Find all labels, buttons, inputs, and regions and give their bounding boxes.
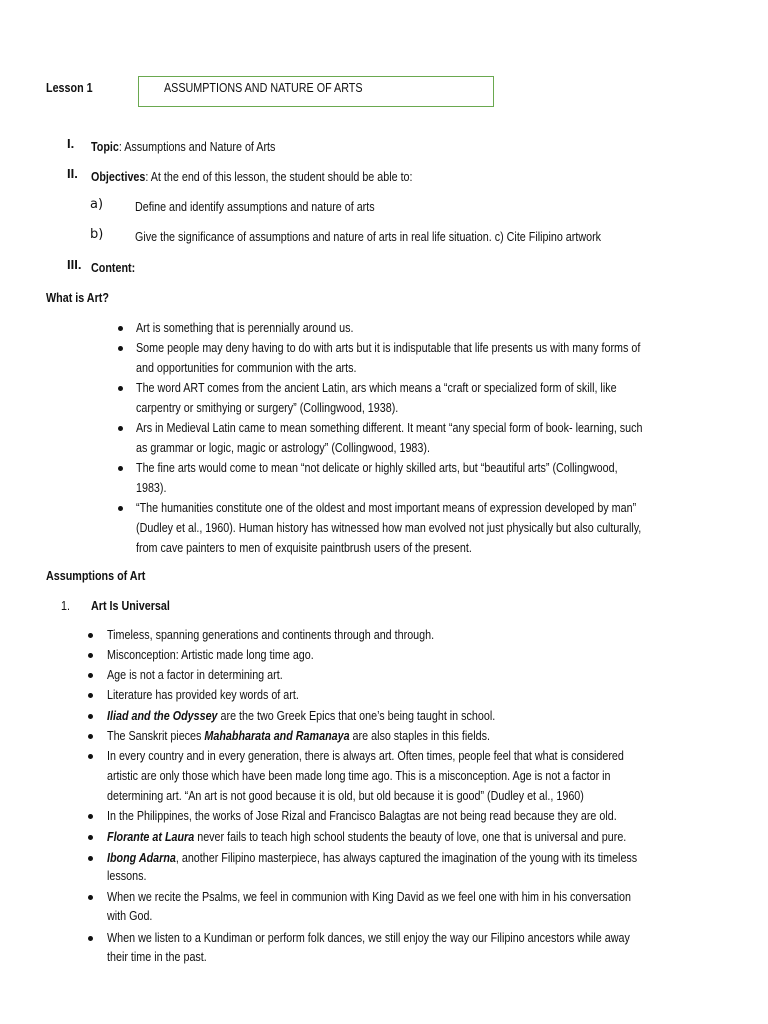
- list-item: In the Philippines, the works of Jose Rizal and Francisco Balagtas are not being read because they are old.: [107, 809, 617, 823]
- assumption-label: Art Is Universal: [91, 599, 170, 613]
- topic-line: [91, 137, 275, 157]
- list-item: Literature has provided key words of art.: [107, 688, 299, 702]
- list-item-line: from cave painters to men of exquisite paintbrush users of the present.: [136, 541, 472, 555]
- list-item-text: The Sanskrit pieces: [107, 729, 205, 743]
- list-item: Misconception: Artistic made long time ago.: [107, 648, 314, 662]
- list-item-line: their time in the past.: [107, 950, 207, 964]
- bullet-dot: [118, 466, 123, 471]
- bullet-dot: [88, 633, 93, 638]
- bullet-dot: [88, 653, 93, 658]
- bullet-dot: [118, 506, 123, 511]
- emphasis-title: Mahabharata and Ramanaya: [204, 729, 350, 743]
- bullet-dot: [88, 936, 93, 941]
- bullet-dot: [88, 856, 93, 861]
- bullet-dot: [88, 895, 93, 900]
- outline-marker-ii: II.: [67, 166, 78, 181]
- objective-a-text: Define and identify assumptions and nature of arts: [135, 200, 375, 214]
- topic-text: : Assumptions and Nature of Arts: [118, 140, 276, 154]
- list-item-line: artistic are only those which have been made long time ago. This is a misconception. Age is not a factor in: [107, 769, 611, 783]
- bullet-dot: [88, 754, 93, 759]
- bullet-dot: [88, 835, 93, 840]
- list-item-line: [107, 848, 637, 868]
- list-item-text: , another Filipino masterpiece, has always captured the imagination of the young with its timeless: [175, 851, 638, 865]
- list-item-text: never fails to teach high school students the beauty of love, one that is universal and pure.: [194, 830, 627, 844]
- objective-marker-a: a): [90, 197, 104, 212]
- bullet-dot: [88, 693, 93, 698]
- list-item-line: Art is something that is perennially around us.: [136, 321, 354, 335]
- objectives-line: [91, 167, 413, 187]
- bullet-dot: [88, 814, 93, 819]
- list-item-line: with God.: [107, 909, 153, 923]
- list-item-line: The fine arts would come to mean “not delicate or highly skilled arts, but “beautiful arts” (Collingwood,: [136, 461, 618, 475]
- list-item-line: lessons.: [107, 869, 147, 883]
- content-label: Content:: [91, 261, 136, 275]
- emphasis-title: Iliad and the Odyssey: [107, 709, 218, 723]
- list-item-line: Some people may deny having to do with arts but it is indisputable that life presents us with many forms of: [136, 341, 641, 355]
- what-is-art-heading: What is Art?: [46, 291, 109, 305]
- bullet-dot: [118, 426, 123, 431]
- outline-marker-iii: III.: [67, 257, 82, 272]
- list-item-line: as grammar or logic, magic or astrology” (Collingwood, 1983).: [136, 441, 430, 455]
- bullet-dot: [88, 714, 93, 719]
- list-item-line: “The humanities constitute one of the oldest and most important means of expression developed by man”: [136, 501, 637, 515]
- emphasis-title: Florante at Laura: [107, 830, 195, 844]
- list-item: [107, 706, 495, 726]
- list-item-text: are the two Greek Epics that one’s being taught in school.: [217, 709, 496, 723]
- list-item-line: Ars in Medieval Latin came to mean something different. It meant “any special form of book- learning, such: [136, 421, 643, 435]
- list-item-line: carpentry or smithying or surgery” (Collingwood, 1938).: [136, 401, 399, 415]
- emphasis-title: Ibong Adarna: [107, 851, 176, 865]
- list-item-line: and opportunities for communion with the arts.: [136, 361, 357, 375]
- lesson-title: ASSUMPTIONS AND NATURE OF ARTS: [164, 81, 363, 95]
- bullet-dot: [88, 734, 93, 739]
- list-item-line: 1983).: [136, 481, 167, 495]
- list-item: Timeless, spanning generations and continents through and through.: [107, 628, 435, 642]
- objective-marker-b: b): [90, 227, 104, 242]
- topic-label: Topic: [91, 140, 119, 154]
- objectives-label: Objectives: [91, 170, 146, 184]
- list-item-line: The word ART comes from the ancient Latin, ars which means a “craft or specialized form of skill, like: [136, 381, 617, 395]
- list-item-line: In every country and in every generation, there is always art. Often times, people feel that what is considered: [107, 749, 624, 763]
- bullet-dot: [118, 386, 123, 391]
- list-item-line: When we listen to a Kundiman or perform folk dances, we still enjoy the way our Filipino ancestors while away: [107, 931, 630, 945]
- lesson-number: Lesson 1: [46, 81, 93, 95]
- list-item-line: (Dudley et al., 1960). Human history has witnessed how man evolved not just physically but also culturally,: [136, 521, 642, 535]
- bullet-dot: [118, 346, 123, 351]
- list-item-text: are also staples in this fields.: [349, 729, 490, 743]
- objective-b-text: Give the significance of assumptions and nature of arts in real life situation. c) Cite Filipino artwork: [135, 230, 602, 244]
- list-item: [107, 726, 490, 746]
- outline-marker-i: I.: [67, 136, 75, 151]
- list-item-line: determining art. “An art is not good because it is old, but old because it is good” (Dudley et al., 1960): [107, 789, 584, 803]
- list-item: Age is not a factor in determining art.: [107, 668, 283, 682]
- bullet-dot: [118, 326, 123, 331]
- bullet-dot: [88, 673, 93, 678]
- assumption-number: 1.: [61, 599, 70, 613]
- list-item-line: When we recite the Psalms, we feel in communion with King David as we feel one with him in his conversation: [107, 890, 632, 904]
- list-item: [107, 827, 626, 847]
- assumptions-heading: Assumptions of Art: [46, 569, 146, 583]
- objectives-text: : At the end of this lesson, the student should be able to:: [145, 170, 413, 184]
